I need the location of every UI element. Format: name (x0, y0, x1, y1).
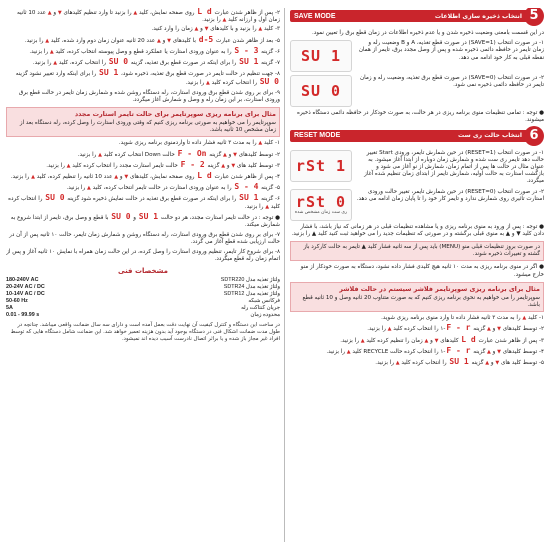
up-key-icon: ▲ (86, 185, 91, 192)
instruction-step (6, 172, 280, 181)
text-run: ● توجه : در حالت تایمر استارت مجدد، هر دو حالت (159, 214, 280, 221)
right-column (290, 8, 544, 544)
save-mode-intro: در این قسمت بامعنی وضعیت ذخیره شدن و یا عدم ذخیره اطلاعات در زمان قطع برق را تعیین نمود. (311, 30, 544, 36)
text-run: را انتخاب کرده کلید (399, 360, 449, 367)
text-run: را انتخاب کرده کلید (8, 196, 280, 210)
up-key-icon: ▲ (53, 60, 58, 67)
display-save-1-text: SU 1 (300, 47, 342, 66)
left-steps-bottom (6, 232, 280, 263)
text-run: ۷- برای بر روی شدن قطع برق ورودی استارت، رله دستگاه روشن و شمارش زمان تایمر، حالت ۱۰ ثانیه پس از آن در حالت ارزیابی شده قطع آغاز می گردد. (9, 232, 280, 246)
text-run: حالت Down انتخاب کرده کلید (101, 151, 177, 158)
text-run: ۳- توسط کلید های (235, 162, 280, 169)
text-run: را بزنید. (24, 37, 46, 44)
spec-label: فرکانس شبکه (248, 298, 280, 305)
display-reset-0 (290, 189, 352, 221)
text-run: -۱ را انتخاب کرده حالت RECYCLE کلید (350, 348, 446, 355)
up-key-icon: ▲ (45, 37, 50, 44)
instruction-step (6, 58, 280, 67)
example-title: مثال برای برنامه ریزی سوپرتایمر برای حالت تایمر استارت مجدد (74, 110, 276, 119)
segment-display-code: SU 0 (111, 211, 131, 221)
down-key-icon: ▼ (231, 162, 236, 169)
spec-value: 5A (6, 305, 13, 312)
up-key-icon: ▲ (485, 360, 490, 367)
up-key-icon: ▲ (387, 326, 392, 333)
note-block (6, 213, 280, 229)
text-run: و (225, 162, 232, 169)
save-mode-header (290, 8, 544, 24)
save-mode-note: ● توجه : تمامی تنظیمات منوی برنامه ریزی در هر حالت، به صورت خودکار در حافظه دائمی دستگاه ذخیره میشوند. (297, 110, 544, 124)
text-run: ۲- توسط کلیدهای (237, 151, 280, 158)
text-run: ۳- پس از ظاهر شدن عبارت (476, 337, 544, 344)
text-run: و (118, 174, 125, 181)
text-run: را بزنید. (46, 162, 67, 169)
text-run: -۱ را انتخاب کرده کلید (391, 326, 446, 333)
column-divider (284, 8, 285, 542)
up-key-icon: ▲ (258, 140, 263, 147)
text-run: و (428, 337, 435, 344)
segment-display-code: SU 1 (99, 68, 119, 78)
spec-label: ولتاژ تغذیه مدل SDTR12 (223, 291, 280, 298)
segment-display-code: d-5 (198, 34, 214, 44)
text-run: را بزنید. (185, 80, 207, 87)
segment-display-code: SU 0 (108, 57, 129, 67)
text-run: ۵- گزینه (259, 185, 280, 192)
segment-display-code: L d (197, 171, 212, 181)
up-key-icon: ▲ (522, 315, 527, 322)
spec-value: 0.01 - 99.99 s (6, 312, 40, 319)
reset-option-1 (290, 150, 544, 186)
down-key-icon: ▼ (233, 151, 238, 158)
up-key-icon: ▲ (47, 10, 52, 16)
text-run: را بزنید. (29, 48, 50, 55)
instruction-step (6, 8, 280, 24)
display-save-0-text: SU 0 (300, 82, 342, 101)
instruction-step (6, 90, 280, 104)
display-reset-1-text: rSt 1 (295, 156, 347, 175)
text-run: را بزنید و با کلیدهای (208, 26, 259, 33)
text-run: ۳- کلید (262, 26, 280, 33)
text-run: را به مدت ۳ ثانیه فشار داده تا وارد منوی برنامه ریزی شوید. (381, 315, 523, 322)
segment-display-code: S - 3 (234, 45, 259, 55)
down-key-icon: ▼ (167, 37, 171, 44)
spec-row (6, 284, 280, 291)
text-run: را بزنید. (375, 360, 396, 367)
spec-row (6, 298, 280, 305)
text-run: را برای اینکه در صورت قطع برق تغذیه در حالت نمایش ذخیره شود گزینه (65, 196, 239, 203)
instruction-step (6, 150, 280, 159)
reset-note: ● توجه : پس از ورود به منوی برنامه ریزی و یا مشاهده تنظیمات قبلی در هر زمانی که نیاز باشد، با فشار دادن کلید ▼ و ▲ به منوی قبلی برگشته و در صورتی که تنظیمات جدید را می خواهید ثبت کنید کلید ▲ را بزنید. (291, 223, 544, 237)
text-run: را انتخاب کرده کلید (209, 80, 259, 87)
instruction-step (6, 140, 280, 147)
left-steps-mid (6, 140, 280, 210)
text-run: را بزنید. (202, 17, 223, 24)
reset-option-0-text: ۲- در صورت انتخاب (RESET=0) در حین شمارش تایمر، تغییر حالت ورودی استارت تاثیری روی شمارش ندارد و تایمر کار خود را تا پایان زمان ادامه می دهد. (356, 188, 544, 202)
text-run: را بزنید. (326, 348, 347, 355)
spec-row (6, 277, 280, 284)
text-run: را برای اینکه در صورت قطع برق تغذیه، گزینه (129, 60, 239, 67)
down-key-icon: ▼ (57, 10, 62, 16)
up-key-icon: ▲ (66, 162, 71, 169)
instruction-step (6, 161, 280, 170)
text-run: و (131, 214, 138, 221)
section-number-6: 6 (524, 126, 544, 146)
text-run: ۹- برای بر روی شدن قطع برق ورودی استارت، رله دستگاه روشن شده و شمارش زمان تایمر در حالت قطع برق ورودی استارت، بر این زمان رله و وصل و شمارش آغاز میگردد. (18, 89, 280, 103)
spec-value: 50-60 Hz (6, 298, 28, 305)
up-key-icon: ▲ (31, 174, 35, 181)
text-run: و (198, 26, 205, 33)
save-mode-title-fa: انتخاب ذخیره سازی اطلاعات (434, 12, 522, 20)
text-run: با کلیدهای (170, 37, 198, 44)
up-key-icon: ▲ (222, 17, 227, 24)
up-key-icon: ▲ (157, 37, 161, 44)
text-run: و (160, 37, 168, 44)
down-key-icon: ▼ (497, 348, 502, 355)
text-run: را به عنوان ورودی استارت یا عملکرد قطع و وصل پیوسته انتخاب کرده، کلید (53, 48, 234, 55)
spec-row (6, 305, 280, 312)
text-run: و (51, 10, 58, 16)
up-key-icon: ▲ (487, 348, 491, 355)
up-key-icon: ▲ (133, 10, 138, 16)
up-key-icon: ▲ (221, 162, 226, 169)
text-run: گزینه (469, 360, 486, 367)
save-option-1 (290, 40, 544, 72)
text-run: ۵- بعد از ظاهر شدن عبارت (214, 37, 280, 44)
down-key-icon: ▼ (434, 337, 439, 344)
down-key-icon: ▼ (497, 326, 502, 333)
spec-row (6, 291, 280, 298)
instruction-step (6, 36, 280, 45)
menu-note-box (290, 241, 544, 261)
instruction-step (6, 194, 280, 210)
text-run: را بزنید. (10, 174, 32, 181)
down-key-icon: ▼ (124, 174, 129, 181)
text-run: حالت تایمر استارت مجدد را انتخاب کرده کلید (70, 162, 180, 169)
text-run: ۸- برای شروع کار تایمر، تنظیم ورودی استارت را وصل کرده، در این حالت زمان همراه با نمایش ۱۰ ثانیه آغاز و پس از اتمام زمان رله قطع میگردد. (6, 248, 280, 262)
text-run: ۵- توسط کلید های (499, 360, 544, 367)
reset-mode-title-fa: انتخاب حالت ری ست (458, 132, 522, 140)
flasher-step (290, 324, 544, 333)
text-run: و (489, 360, 496, 367)
text-run: را به مدت ۳ ثانیه فشار داده تا واردمنوی برنامه ریزی شوید. (118, 140, 259, 147)
up-key-icon: ▲ (114, 174, 119, 181)
save-option-0-text: ۲- در صورت انتخاب (SAVE=0) در صورت قطع برق تغذیه، وضعیت رله و زمان تایمر در حافظه دائمی ذخیره نمی شود. (360, 75, 544, 89)
spec-table (6, 277, 280, 319)
segment-display-code: L d (197, 8, 212, 16)
segment-display-code: F - On (177, 148, 207, 158)
text-run: را انتخاب کرده، کلید (57, 60, 108, 67)
instruction-step (6, 232, 280, 246)
text-run: عدد 20 ثانیه عنوان زمان دوم وارد شده، کلید (49, 37, 157, 44)
reset-option-1-text: ۱- در صورت انتخاب (RESET=1) در حین شمارش تایمر، ورودی Start تغییر حالت دهد تایمر ری ست شده و شمارش زمان دوباره از ابتدا آغاز میشود. به عنوان مثال در حالت ها پس از اتمام زمان، شمارش از نو آغاز می شود و بازگشت استارت به حالت اولیه، شمارش تایمر از ابتدای زمان تنظیم شده آغاز میگردد. (364, 149, 544, 185)
up-key-icon: ▲ (194, 26, 199, 33)
flasher-steps (290, 315, 544, 367)
display-save-1 (290, 40, 352, 72)
save-mode-title-en: SAVE MODE (294, 12, 336, 20)
example-subtitle: سوپرتایمر را می خواهیم به صورتی برنامه ریزی کنیم که وقتی ورودی استارت را وصل کرده، رله دستگاه بعد از زمان مشخص 10 ثانیه باشد. (19, 120, 276, 134)
text-run: زمان را تنظیم کرده کلید (364, 337, 425, 344)
text-run: و (490, 326, 498, 333)
display-reset-1 (290, 150, 352, 182)
segment-display-code: F - r (446, 323, 471, 333)
text-run: ۸- جهت تنظیم در حالت تایمر در صورت قطع برق تغذیه، ذخیره شود، (119, 71, 280, 78)
reset-mode-title-en: RESET MODE (294, 132, 341, 140)
up-key-icon: ▲ (346, 348, 351, 355)
up-key-icon: ▲ (258, 26, 263, 33)
spec-row (6, 312, 280, 319)
save-option-1-text: ۱- در صورت انتخاب (SAVE=1) در صورت قطع تغذیه، A و B وضعیت رله و زمان تایمر در حافظه دائمی ذخیره شده و پس از وصل مجدد برق، تایمر از همان نقطه قبلی به کار خود ادامه می دهد. (358, 40, 544, 61)
spec-label: جریان کنتاکت رله (241, 305, 280, 312)
section-number-5: 5 (524, 8, 544, 26)
instruction-step (6, 47, 280, 56)
text-run: و (490, 348, 498, 355)
instruction-step (6, 69, 280, 87)
segment-display-code: F - 2 (180, 159, 205, 169)
text-run: گزینه (471, 326, 488, 333)
text-run: روی صفحه نمایش، کلیدهای (128, 174, 197, 181)
spec-label: محدوده زمان (250, 312, 280, 319)
flasher-example-subtitle: سوپرتایمر را می خواهیم به نحوی برنامه ریزی کنیم که به صورت متناوب 20 ثانیه وصل و 10 ثانیه قطع باشد. (302, 294, 540, 309)
spec-label: ولتاژ تغذیه مدل SDTR24 (223, 284, 280, 291)
down-key-icon: ▼ (204, 26, 209, 33)
reset-option-0 (290, 189, 544, 221)
segment-display-code: SU 1 (239, 193, 259, 203)
text-run: را بزنید. (66, 185, 87, 192)
text-run: را به عنوان ورودی استارت در حالت تایمر انتخاب کرده، کلید (90, 185, 234, 192)
text-run: ۶- گزینه (259, 196, 280, 203)
text-run: روی صفحه نمایش، کلید (137, 10, 197, 16)
text-run: را بزنید. (77, 151, 99, 158)
up-key-icon: ▲ (487, 326, 491, 333)
text-run: ۴- پس از ظاهر شدن عبارت (212, 174, 280, 181)
text-run: کلیدهای (438, 337, 461, 344)
timeout-note: ● اگر در منوی برنامه ریزی به مدت ۱۰ ثانیه هیچ کلیدی فشار داده نشود، دستگاه به صورت خودکار از منو خارج میشود. (300, 264, 544, 278)
text-run: را برای اینکه وارد تغییر نشود گزینه (15, 71, 99, 78)
text-run: گزینه (471, 348, 488, 355)
save-option-0 (290, 75, 544, 107)
segment-display-code: SU 1 (239, 57, 259, 67)
text-run: گزینه (205, 162, 222, 169)
segment-display-code: L d (461, 334, 476, 344)
text-run: ۶- گزینه (259, 48, 280, 55)
instruction-step (6, 26, 280, 33)
up-key-icon: ▲ (98, 151, 102, 158)
reset-mode-band (290, 130, 526, 142)
text-run: ۱- کلید (262, 140, 280, 147)
flasher-example-box (290, 282, 544, 312)
flasher-step (290, 358, 544, 367)
text-run: را بزنید. (367, 326, 388, 333)
spec-title: مشخصات فنی (117, 267, 169, 276)
segment-display-code: SU 0 (259, 77, 279, 87)
example-box (6, 107, 280, 137)
spec-value: 10-14V AC / DC (6, 291, 45, 298)
text-run: عدد 10 ثانیه را تنظیم کرده، کلید (35, 174, 115, 181)
display-save-0 (290, 75, 352, 107)
segment-display-code: SU 1 (138, 211, 159, 221)
display-reset-0-caption: ری ست زمان مشخص شده (294, 210, 348, 216)
flasher-example-title: مثال برای برنامه ریزی سوپرتایمر فلاشر سیستم در حالت فلاشر (339, 284, 540, 293)
text-run: و (226, 151, 234, 158)
menu-note-text: در صورت بروز تنظیمات قبلی منو (MENU) باید پس از سه ثانیه فشار کلید ▲ تایمر به حالت کارکرد باز گشته و تغییرات ذخیره شوند. (303, 244, 540, 258)
up-key-icon: ▲ (265, 203, 270, 210)
text-run: را بزنید تا وارد تنظیم کلیدهای (61, 10, 134, 16)
spec-label: ولتاژ تغذیه مدل SDTR220 (220, 277, 280, 284)
up-key-icon: ▲ (424, 337, 429, 344)
note-text (6, 213, 280, 229)
instruction-step (6, 249, 280, 263)
text-run: ۲- پس از ظاهر شدن عبارت (212, 10, 280, 16)
flasher-step (290, 315, 544, 322)
up-key-icon: ▲ (223, 151, 227, 158)
text-run: را بزنید. (244, 203, 266, 210)
text-run: ۷- گزینه (259, 60, 280, 67)
up-key-icon: ▲ (206, 80, 210, 87)
save-mode-band (290, 10, 526, 22)
text-run: با قطع و وصل برق، تایمر از ابتدا شروع به شمارش میکند. (10, 214, 280, 229)
text-run: عدد 10 ثانیه زمان اول و ارزانه کلید (17, 10, 280, 24)
text-run: گزینه (207, 151, 224, 158)
text-run: را بزنید. (340, 337, 361, 344)
flasher-step (290, 336, 544, 345)
flasher-step (290, 347, 544, 356)
segment-display-code: SU 1 (449, 357, 469, 367)
reset-mode-header (290, 128, 544, 144)
left-steps-top (6, 8, 280, 104)
text-run: را بزنید. (32, 60, 54, 67)
text-run: ۱- کلید (526, 315, 544, 322)
segment-display-code: SU 0 (45, 193, 65, 203)
left-column (6, 8, 280, 544)
spec-value: 20-24V AC / DC (6, 284, 45, 291)
text-run: ۲- توسط کلیدهای (501, 326, 544, 333)
up-key-icon: ▲ (49, 48, 54, 55)
text-run: ۴- توسط کلیدهای (501, 348, 544, 355)
up-key-icon: ▲ (360, 337, 365, 344)
segment-display-code: S - 4 (234, 182, 259, 192)
up-key-icon: ▲ (395, 360, 400, 367)
text-run: زمان را وارد کنید. (151, 26, 195, 33)
warranty-text: در ساخت این دستگاه و کنترل کیفیت آن نهایت دقت بعمل آمده است و دارای سه سال ضمانت واقعی میباشد. چنانچه در طول مدت ضمانت اشکال فنی در دستگاه بوجود آید بدون هزینه تعمیر خواهد شد. این ضمانت شامل دستگاه هایی که توسط افراد غیر مجاز باز شده و یا براثر اتصال نادرست آسیب دیده اند نمیشود. (10, 322, 280, 342)
instruction-step (6, 183, 280, 192)
spec-value: 180-240V AC (6, 277, 39, 284)
segment-display-code: F - r (446, 345, 471, 355)
display-reset-0-text: rSt 0 (295, 193, 347, 212)
down-key-icon: ▼ (495, 360, 500, 367)
